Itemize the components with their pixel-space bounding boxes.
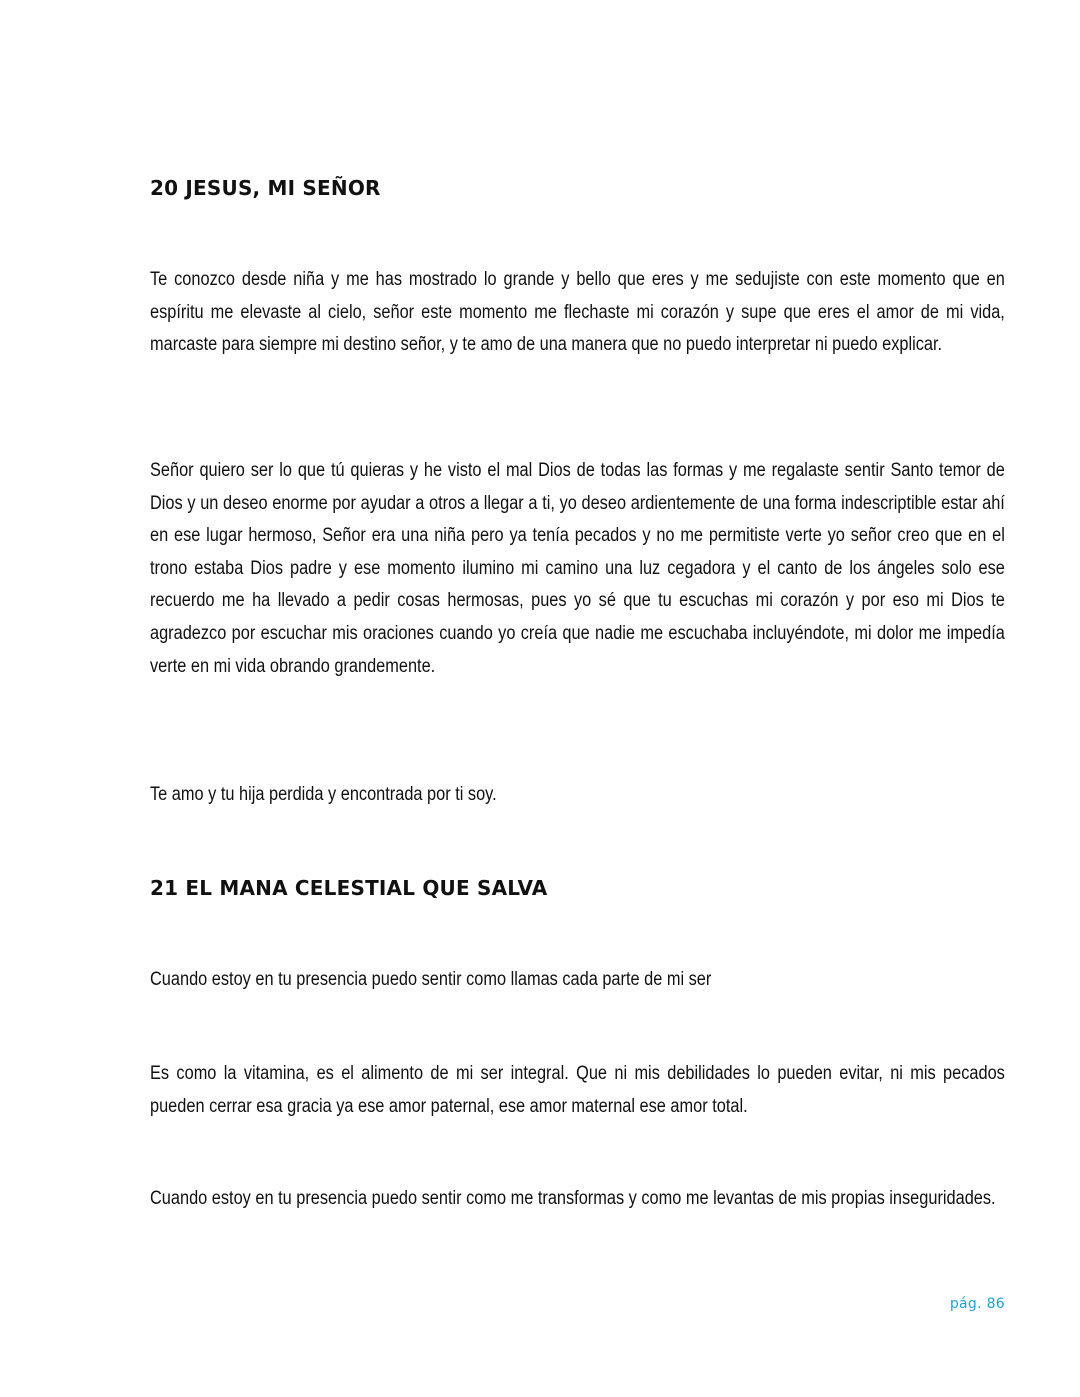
section-heading-21: 21 EL MANA CELESTIAL QUE SALVA xyxy=(150,876,548,900)
section-21-paragraph-1: Cuando estoy en tu presencia puedo sentir como llamas cada parte de mi ser xyxy=(150,969,712,990)
section-21-paragraph-2: Es como la vitamina, es el alimento de mi ser integral. Que ni mis debilidades lo pueden evitar, ni mis pecados pueden cerrar esa gracia ya ese amor paternal, ese amor maternal ese amor total. xyxy=(150,1063,1005,1117)
section-20-paragraph-3: Te amo y tu hija perdida y encontrada por ti soy. xyxy=(150,784,497,805)
page-number: pág. 86 xyxy=(949,1296,1005,1312)
section-21-paragraph-3: Cuando estoy en tu presencia puedo sentir como me transformas y como me levantas de mis propias inseguridades. xyxy=(150,1188,996,1209)
section-heading-20: 20 JESUS, MI SEÑOR xyxy=(150,176,381,200)
section-20-paragraph-1: Te conozco desde niña y me has mostrado lo grande y bello que eres y me sedujiste con este momento que en espíritu me elevaste al cielo, señor este momento me flechaste mi corazón y supe que eres el amor de mi vida, marcaste para siempre mi destino señor, y te amo de una manera que no puedo interpretar ni puedo explicar. xyxy=(150,269,1005,356)
section-20-paragraph-2: Señor quiero ser lo que tú quieras y he visto el mal Dios de todas las formas y me regalaste sentir Santo temor de Dios y un deseo enorme por ayudar a otros a llegar a ti, yo deseo ardientemente de una forma indescriptible estar ahí en ese lugar hermoso, Señor era una niña pero ya tenía pecados y no me permitiste verte yo señor creo que en el trono estaba Dios padre y ese momento ilumino mi camino una luz cegadora y el canto de los ángeles solo ese recuerdo me ha llevado a pedir cosas hermosas, pues yo sé que tu escuchas mi corazón y por eso mi Dios te agradezco por escuchar mis oraciones cuando yo creía que nadie me escuchaba incluyéndote, mi dolor me impedía verte en mi vida obrando grandemente. xyxy=(150,460,1005,677)
